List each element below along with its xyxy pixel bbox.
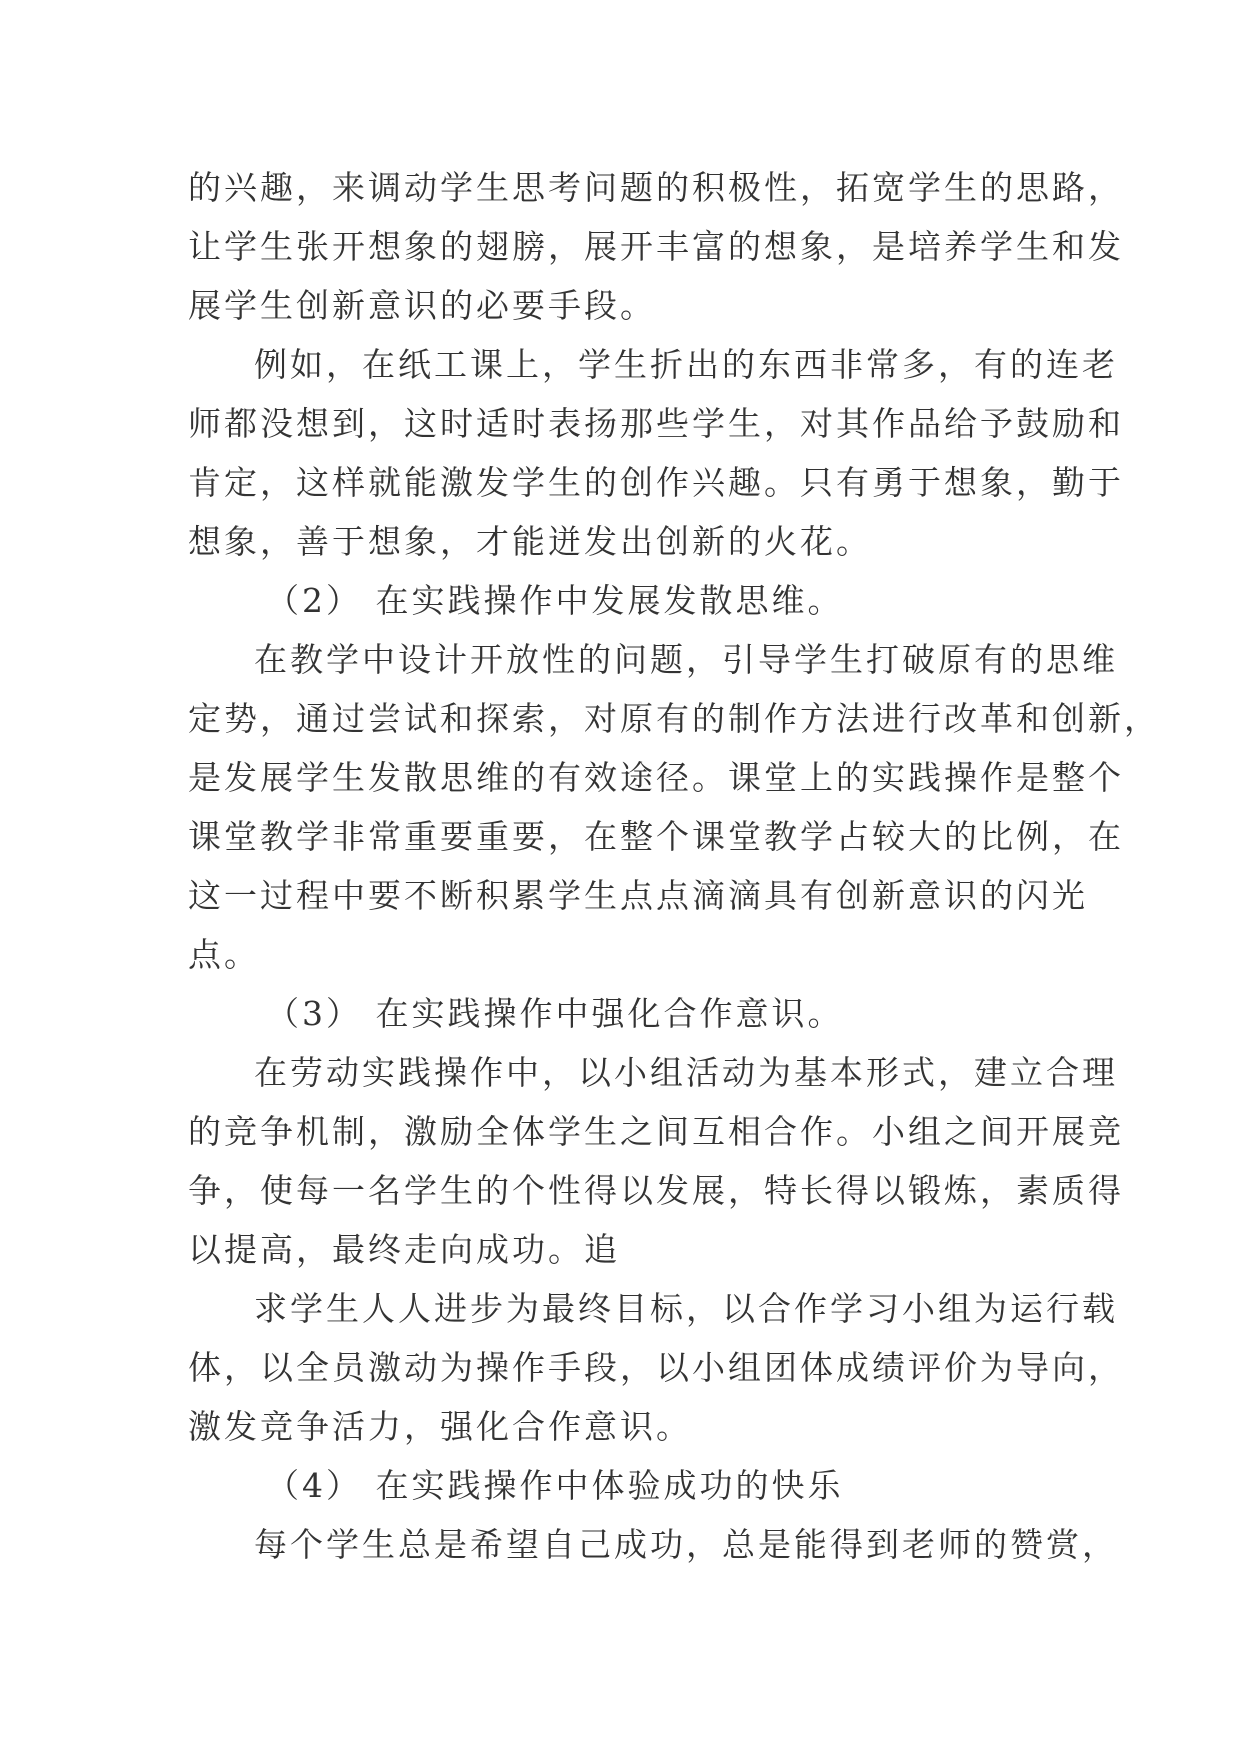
body-text-line: 求学生人人进步为最终目标，以合作学习小组为运行载 [254,1289,1118,1328]
body-text-line: 让学生张开想象的翅膀，展开丰富的想象，是培养学生和发 [188,227,1124,266]
body-text-line: 展学生创新意识的必要手段。 [188,286,656,325]
section-heading: （3） 在实践操作中强化合作意识。 [266,994,844,1033]
body-text-line: 每个学生总是希望自己成功，总是能得到老师的赞赏， [254,1525,1118,1564]
body-text-line: 争，使每一名学生的个性得以发展，特长得以锻炼，素质得 [188,1171,1124,1210]
body-text-line: 以提高，最终走向成功。追 [188,1230,620,1269]
body-text-line: 这一过程中要不断积累学生点点滴滴具有创新意识的闪光 [188,876,1088,915]
body-text-line: 是发展学生发散思维的有效途径。课堂上的实践操作是整个 [188,758,1124,797]
section-heading: （2） 在实践操作中发展发散思维。 [266,581,844,620]
body-text-line: 的竞争机制，激励全体学生之间互相合作。小组之间开展竞 [188,1112,1124,1151]
body-text-line: 肯定，这样就能激发学生的创作兴趣。只有勇于想象，勤于 [188,463,1124,502]
body-text-line: 体，以全员激动为操作手段，以小组团体成绩评价为导向， [188,1348,1124,1387]
section-heading: （4） 在实践操作中体验成功的快乐 [266,1466,844,1505]
body-text-line: 定势，通过尝试和探索，对原有的制作方法进行改革和创新， [188,699,1160,738]
body-text-line: 师都没想到，这时适时表扬那些学生，对其作品给予鼓励和 [188,404,1124,443]
body-text-line: 课堂教学非常重要重要，在整个课堂教学占较大的比例，在 [188,817,1124,856]
body-text-line: 想象，善于想象，才能迸发出创新的火花。 [188,522,872,561]
body-text-line: 激发竞争活力，强化合作意识。 [188,1407,692,1446]
body-text-line: 点。 [188,935,260,974]
body-text-line: 的兴趣，来调动学生思考问题的积极性，拓宽学生的思路， [188,168,1124,207]
body-text-line: 例如，在纸工课上，学生折出的东西非常多，有的连老 [254,345,1118,384]
body-text-line: 在教学中设计开放性的问题，引导学生打破原有的思维 [254,640,1118,679]
document-body [188,158,1160,1574]
body-text-line: 在劳动实践操作中，以小组活动为基本形式，建立合理 [254,1053,1118,1092]
